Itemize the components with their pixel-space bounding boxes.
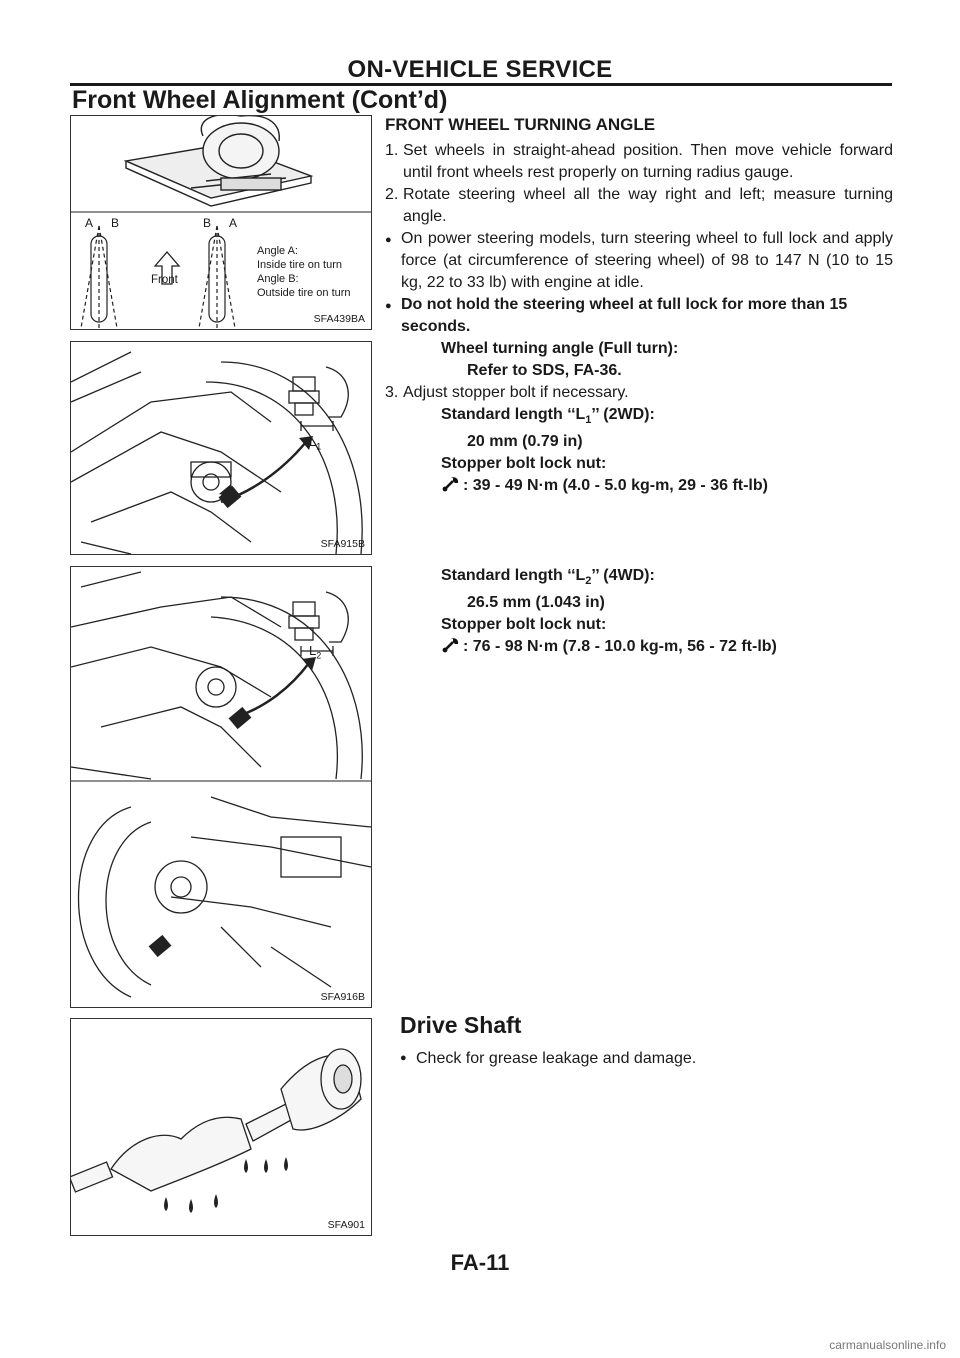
figure-code: SFA916B (320, 991, 365, 1003)
figure-turning-angle (70, 115, 372, 330)
label-a-left: A (85, 216, 94, 230)
torque-wrench-icon (441, 636, 461, 654)
drive-shaft-title: Drive Shaft (400, 1012, 522, 1038)
figure-drive-shaft (70, 1018, 372, 1236)
turning-angle-section (385, 114, 893, 497)
turning-angle-heading: FRONT WHEEL TURNING ANGLE (385, 115, 656, 134)
angle-a-desc: Inside tire on turn (257, 259, 342, 271)
section-title: ON-VEHICLE SERVICE (347, 56, 613, 83)
label-b-left: B (111, 216, 120, 230)
figure-code: SFA915B (320, 538, 365, 550)
callout-l2: $L_2$ (309, 643, 322, 661)
angle-b-desc: Outside tire on turn (257, 287, 351, 299)
bullet-icon: ● (400, 1052, 407, 1064)
label-b-right: B (203, 216, 212, 230)
step-2: 2. Rotate steering wheel all the way right and left; measure turning angle. (385, 186, 893, 225)
spec-turning-angle: Wheel turning angle (Full turn): Refer to SDS, FA-36. (441, 340, 679, 379)
spec-2wd: Standard length ‘‘$L_1$’’ (2WD): 20 mm (0.79 in) Stopper bolt lock nut: : 39 - 49 N·m (4.0 - 5.0 kg-m, 29 - 36 ft-lb) (441, 406, 768, 495)
figure-stopper-bolt-2wd (70, 341, 372, 555)
step-1: 1. Set wheels in straight-ahead position. Then move vehicle forward until front wheels rest properly on turning radius gauge. (385, 142, 893, 181)
page-number: FA-11 (450, 1250, 510, 1275)
angle-a-label: Angle A: (257, 245, 298, 257)
bullet-icon: ● (385, 234, 392, 246)
spec-4wd: Standard length ‘‘$L_2$’’ (4WD): 26.5 mm (1.043 in) Stopper bolt lock nut: : 76 - 98 N·m (7.8 - 10.0 kg-m, 56 - 72 ft-lb) (441, 567, 777, 656)
bullet-power-steering: ● On power steering models, turn steering wheel to full lock and apply force (at circumference of steering wheel) of 98 to 147 N (10 to 15 kg, 22 to 33 lb) with engine at idle. (385, 228, 893, 294)
stopper-bolt-4wd-drawing (71, 567, 371, 1007)
front-label: Front (151, 274, 178, 286)
callout-l1: $L_1$ (309, 434, 322, 452)
figure-code: SFA439BA (313, 313, 365, 325)
stopper-bolt-2wd-drawing (71, 342, 371, 554)
step-3: 3. Adjust stopper bolt if necessary. (385, 384, 629, 401)
bullet-icon: ● (385, 300, 392, 312)
angle-legend (257, 244, 351, 300)
subsection-title: Front Wheel Alignment (Cont’d) (72, 86, 448, 114)
torque-wrench-icon (441, 475, 461, 493)
bullet-warning: ● Do not hold the steering wheel at full lock for more than 15 seconds. (385, 294, 893, 338)
figure-stopper-bolt-4wd (70, 566, 372, 1008)
watermark: carmanualsonline.info (829, 1338, 946, 1352)
figure-code: SFA901 (327, 1219, 365, 1231)
drive-shaft-bullet: ● Check for grease leakage and damage. (400, 1050, 697, 1067)
angle-b-label: Angle B: (257, 273, 299, 285)
drive-shaft-drawing (71, 1019, 371, 1235)
label-a-right: A (229, 216, 238, 230)
